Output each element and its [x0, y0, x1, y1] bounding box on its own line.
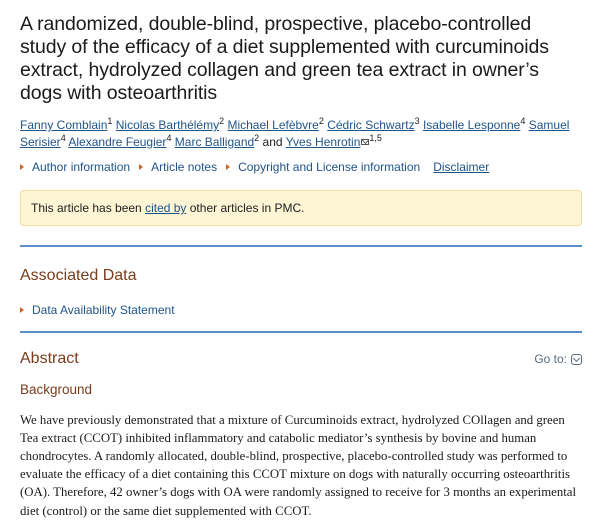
- cited-by-notice: [20, 190, 582, 226]
- goto-label: Go to:: [534, 352, 567, 366]
- author-link[interactable]: Yves Henrotin: [285, 134, 361, 149]
- affiliation-sup: 2: [219, 116, 225, 126]
- expand-triangle-icon: [20, 164, 24, 170]
- author-link[interactable]: Samuel Serisier: [20, 118, 570, 149]
- background-heading: Background: [20, 382, 93, 397]
- author-link[interactable]: Isabelle Lesponne: [422, 118, 521, 132]
- article-title: A randomized, double-blind, prospective, placebo-controlled study of the efficacy of a diet supplemented with curcuminoids extract, hydrolyzed collagen and green tea extract in owner’s dogs with osteoarthritis: [20, 13, 549, 104]
- affiliation-sup: 4: [520, 116, 526, 126]
- article-meta-links: [20, 160, 582, 174]
- expand-triangle-icon: [139, 164, 143, 170]
- notice-prefix: This article has been: [31, 201, 146, 215]
- author-information-label: Author information: [32, 160, 131, 174]
- author-link[interactable]: Nicolas Barthélémy: [115, 118, 220, 132]
- article-notes-toggle[interactable]: [139, 160, 217, 174]
- author-list: [20, 117, 582, 150]
- affiliation-sup: 4: [60, 132, 66, 143]
- affiliation-sup: 1,5: [369, 132, 382, 143]
- notice-suffix: other articles in PMC.: [186, 201, 305, 215]
- goto-menu[interactable]: [534, 352, 582, 366]
- affiliation-sup: 1: [107, 116, 113, 126]
- author-link[interactable]: Alexandre Feugier: [68, 134, 167, 149]
- email-icon[interactable]: [361, 139, 369, 145]
- and-word: and: [262, 134, 283, 149]
- section-divider: [20, 331, 582, 333]
- associated-data-heading: Associated Data: [20, 267, 137, 284]
- author-information-toggle[interactable]: [20, 160, 130, 174]
- disclaimer-link[interactable]: Disclaimer: [433, 160, 490, 174]
- affiliation-sup: 2: [254, 132, 260, 143]
- author-link[interactable]: Marc Balligand: [174, 134, 255, 149]
- expand-triangle-icon: [226, 164, 230, 170]
- copyright-toggle[interactable]: [226, 160, 424, 174]
- author-link[interactable]: Cédric Schwartz: [327, 118, 415, 132]
- expand-triangle-icon: [20, 307, 24, 313]
- cited-by-link[interactable]: cited by: [145, 201, 187, 215]
- chevron-down-icon[interactable]: [571, 354, 582, 365]
- abstract-heading: Abstract: [20, 350, 79, 367]
- author-link[interactable]: Michael Lefèbvre: [227, 118, 319, 132]
- data-availability-label: Data Availability Statement: [32, 303, 175, 317]
- affiliation-sup: 4: [166, 132, 172, 143]
- affiliation-sup: 3: [414, 116, 420, 126]
- background-paragraph: We have previously demonstrated that a mixture of Curcuminoids extract, hydrolyzed COllagen and green Tea extract (CCOT) inhibited inflammatory and catabolic mediator’s synthesis by bovine and human chondrocytes. A randomly allocated, double-blind, prospective, placebo-controlled study was performed to evaluate the efficacy of a diet containing this CCOT mixture on dogs with naturally occurring osteoarthritis (OA). Therefore, 42 owner’s dogs with OA were randomly assigned to receive for 3 months an experimental diet (control) or the same diet supplemented with CCOT.: [20, 412, 577, 518]
- copyright-label: Copyright and License information: [238, 160, 421, 174]
- article-notes-label: Article notes: [151, 160, 218, 174]
- data-availability-toggle[interactable]: [20, 303, 582, 317]
- abstract-header: [20, 350, 582, 368]
- section-divider: [20, 245, 582, 247]
- affiliation-sup: 2: [318, 116, 324, 126]
- author-link[interactable]: Fanny Comblain: [20, 118, 108, 132]
